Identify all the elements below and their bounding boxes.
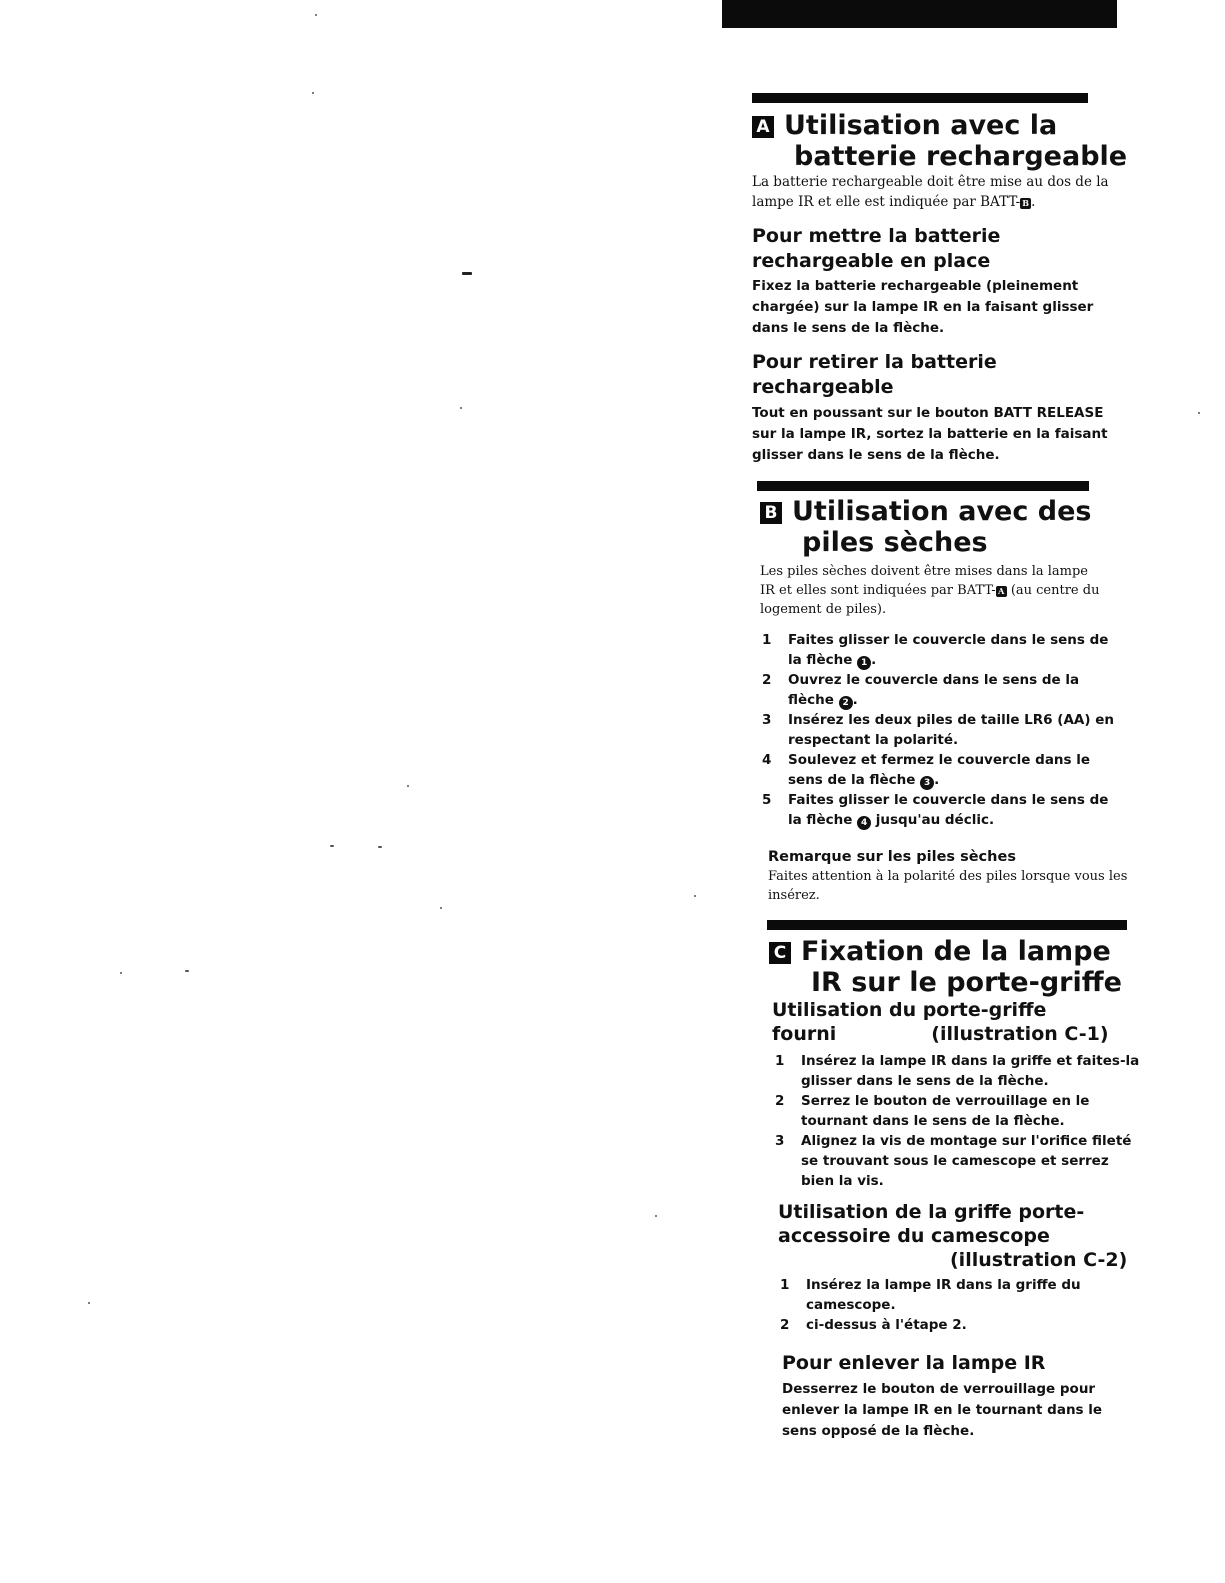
scan-speck [185, 970, 189, 972]
step-text-after: . [852, 692, 858, 708]
step-number: 5 [762, 792, 772, 808]
section-a-sub1 [752, 224, 1132, 274]
scan-speck [440, 907, 442, 909]
step-text-after: . [871, 652, 877, 668]
batt-a-symbol: A [996, 586, 1007, 597]
step-number: 3 [775, 1133, 785, 1149]
step-text: ci-dessus à l'étape 2. [806, 1317, 967, 1333]
section-b-steps [762, 630, 1122, 830]
scan-speck [407, 785, 409, 787]
step-text: Serrez le bouton de verrouillage en le tournant dans le sens de la flèche. [801, 1093, 1090, 1129]
section-a-intro [752, 172, 1122, 212]
section-a-intro-end: . [1031, 194, 1036, 210]
scan-speck [330, 845, 334, 847]
section-a-rule [752, 93, 1088, 103]
section-c-sub1 [772, 998, 1152, 1046]
scan-speck [460, 407, 462, 409]
section-a-letter-box: A [752, 116, 774, 138]
step-text: Insérez la lampe IR dans la griffe et faites-la glisser dans le sens de la flèche. [801, 1053, 1140, 1089]
step-number: 2 [762, 672, 772, 688]
step-number: 2 [780, 1317, 790, 1333]
sub2-body-text: Tout en poussant sur le bouton BATT RELEASE sur la lampe IR, sortez la batterie en la faisant glisser dans le sens de la flèche. [752, 405, 1108, 463]
section-a-sub1-body [752, 276, 1097, 339]
section-a-sub2-body [752, 403, 1117, 466]
step-item [762, 630, 1122, 670]
step-number: 4 [762, 752, 772, 768]
step-item [780, 1315, 1110, 1335]
scan-speck [378, 846, 382, 848]
c-sub1-title-line2b: (illustration C-1) [931, 1023, 1109, 1045]
note-body: Faites attention à la polarité des piles lorsque vous les insérez. [768, 869, 1128, 903]
step-item [762, 710, 1122, 750]
section-c-sub3 [782, 1351, 1142, 1376]
c-sub1-title-line2a: fourni [772, 1023, 837, 1045]
section-b-rule [757, 481, 1089, 491]
c-sub1-title-line1: Utilisation du porte-griffe [772, 999, 1047, 1021]
sub2-title-line2: rechargeable [752, 376, 894, 398]
step-text: Alignez la vis de montage sur l'orifice fileté se trouvant sous le camescope et serrez bien la vis. [801, 1133, 1132, 1189]
step-text-after: . [934, 772, 940, 788]
section-a-title [752, 110, 1172, 172]
section-b-letter-box: B [760, 502, 782, 524]
circled-number-icon: 2 [839, 696, 853, 710]
step-item [762, 790, 1122, 830]
section-c-title-line2: IR sur le porte-griffe [811, 967, 1122, 998]
section-b-title [760, 496, 1180, 558]
section-b-intro-part2: (au centre du logement de piles). [760, 583, 1100, 617]
sub1-body-text: Fixez la batterie rechargeable (pleinement chargée) sur la lampe IR en la faisant glisser dans le sens de la flèche. [752, 278, 1094, 336]
step-text: Insérez les deux piles de taille LR6 (AA) en respectant la polarité. [788, 712, 1114, 748]
step-number: 1 [762, 632, 772, 648]
step-text: Ouvrez le couvercle dans le sens de la flèche [788, 672, 1080, 708]
section-b-note [768, 847, 1128, 905]
step-number: 2 [775, 1093, 785, 1109]
section-c-sub2 [778, 1200, 1158, 1272]
c-sub2-title-line2: accessoire du camescope [778, 1225, 1050, 1247]
scan-speck [312, 92, 314, 94]
section-a-title-line2: batterie rechargeable [794, 141, 1128, 172]
scan-speck [120, 972, 122, 974]
batt-b-symbol: B [1020, 198, 1031, 209]
sub1-title-line1: Pour mettre la batterie [752, 225, 1001, 247]
step-item [762, 750, 1122, 790]
section-b-title-line2: piles sèches [802, 527, 988, 558]
section-a-title-line1: Utilisation avec la [784, 110, 1058, 141]
c-sub3-body-text: Desserrez le bouton de verrouillage pour enlever la lampe IR en le tournant dans le sens opposé de la flèche. [782, 1381, 1103, 1439]
section-a-sub2 [752, 350, 1132, 400]
step-number: 3 [762, 712, 772, 728]
section-c-title-line1: Fixation de la lampe [801, 936, 1111, 967]
step-text: Faites glisser le couvercle dans le sens de la flèche [788, 632, 1109, 668]
step-item [780, 1275, 1110, 1315]
section-c-letter-box: C [769, 942, 791, 964]
scan-speck [462, 272, 472, 275]
section-b-title-line1: Utilisation avec des [792, 496, 1092, 527]
section-a-intro-line2: lampe IR et elle est indiquée par BATT- [752, 194, 1021, 210]
step-item [775, 1051, 1140, 1091]
section-b-intro-part1: Les piles sèches doivent être mises dans la lampe IR et elles sont indiquées par BATT- [760, 564, 1089, 598]
section-c-sub2-steps [780, 1275, 1110, 1335]
scan-speck [694, 895, 696, 897]
scan-speck [315, 14, 317, 16]
step-item [775, 1091, 1140, 1131]
step-number: 1 [780, 1277, 790, 1293]
step-text: Insérez la lampe IR dans la griffe du camescope. [806, 1277, 1081, 1313]
step-number: 1 [775, 1053, 785, 1069]
section-b-intro [760, 562, 1105, 619]
step-text-after: jusqu'au déclic. [871, 812, 995, 828]
section-c-title [769, 936, 1189, 998]
sub2-title-line1: Pour retirer la batterie [752, 351, 997, 373]
c-sub2-title-line3: (illustration C-2) [950, 1249, 1128, 1271]
section-a-intro-line1: La batterie rechargeable doit être mise au dos de la [752, 174, 1109, 190]
section-c-sub3-body [782, 1379, 1122, 1442]
step-text: Soulevez et fermez le couvercle dans le sens de la flèche [788, 752, 1091, 788]
scan-speck [88, 1302, 90, 1304]
top-black-band [722, 0, 1117, 28]
c-sub3-title: Pour enlever la lampe IR [782, 1352, 1046, 1374]
circled-number-icon: 4 [857, 816, 871, 830]
scan-speck [1198, 412, 1200, 414]
scan-speck [655, 1215, 657, 1217]
step-item [762, 670, 1122, 710]
circled-number-icon: 3 [920, 776, 934, 790]
c-sub2-title-line1: Utilisation de la griffe porte- [778, 1201, 1085, 1223]
circled-number-icon: 1 [857, 656, 871, 670]
sub1-title-line2: rechargeable en place [752, 250, 991, 272]
section-c-rule [767, 920, 1127, 930]
section-c-sub1-steps [775, 1051, 1140, 1191]
step-text: Faites glisser le couvercle dans le sens de la flèche [788, 792, 1109, 828]
step-item [775, 1131, 1140, 1191]
note-title: Remarque sur les piles sèches [768, 849, 1016, 865]
